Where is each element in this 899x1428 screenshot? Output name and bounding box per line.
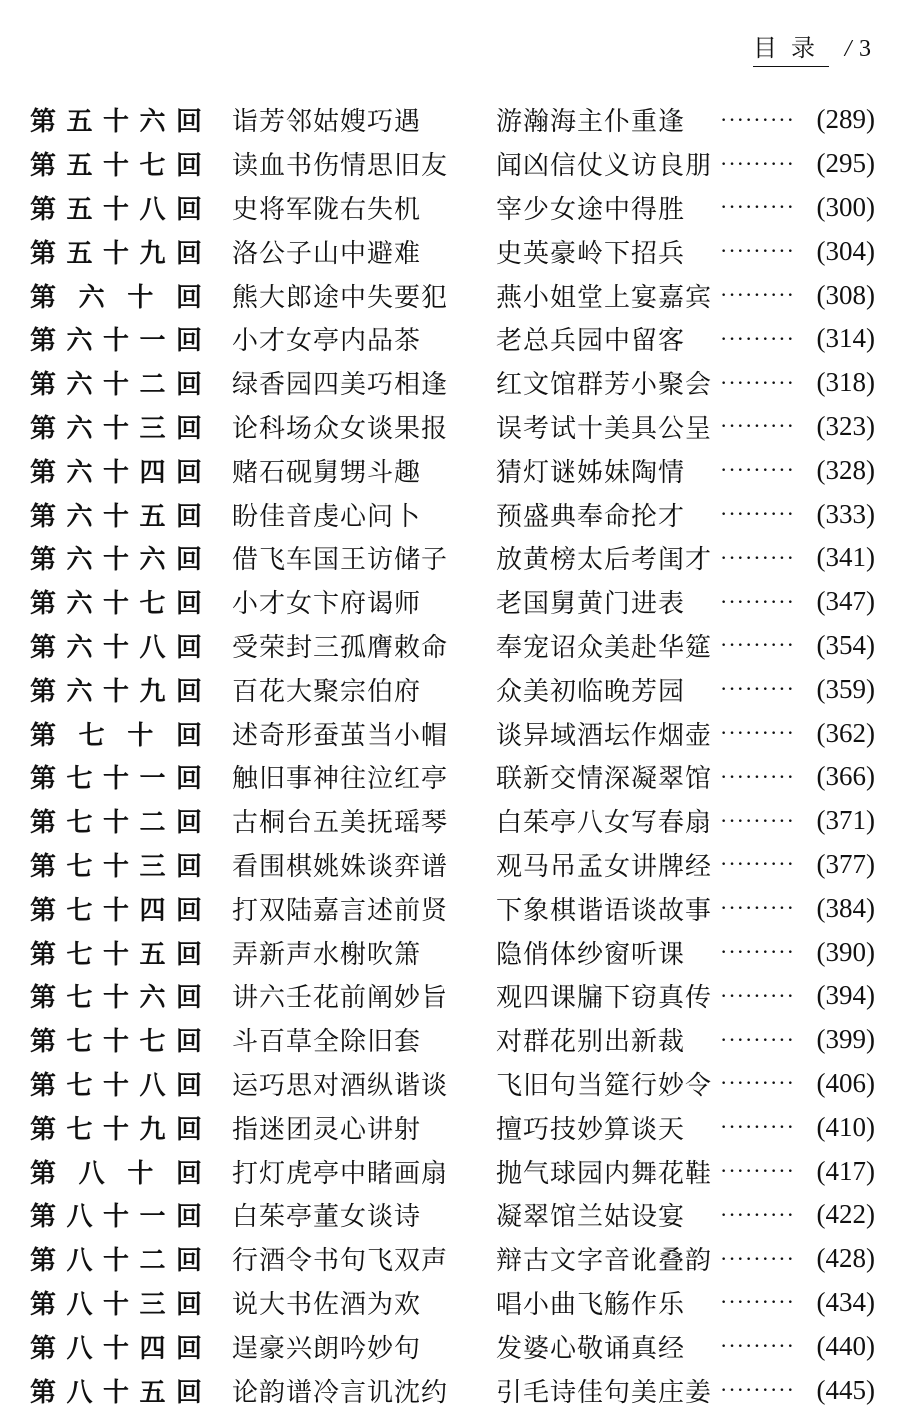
leader-dots: ········· <box>720 982 795 1008</box>
chapter-title-first-line: 诣芳邻姑嫂巧遇 <box>232 107 422 138</box>
leader-dots: ········· <box>720 1289 795 1315</box>
chapter-title-second-line: 众美初临晚芳园 <box>496 676 686 707</box>
page-number: (371) <box>816 805 875 836</box>
chapter-title-first-line: 受荣封三孤膺敕命 <box>232 632 449 663</box>
chapter-title-second-line: 唱小曲飞觞作乐 <box>496 1289 686 1320</box>
leader-dots: ········· <box>720 282 795 308</box>
page-number: (428) <box>816 1243 875 1274</box>
leader-dots: ········· <box>720 238 795 264</box>
leader-dots: ········· <box>720 544 795 570</box>
toc-entry <box>30 1062 875 1106</box>
chapter-title-second-line: 史英豪岭下招兵 <box>496 238 686 269</box>
leader-dots: ········· <box>720 194 795 220</box>
page-number: (399) <box>816 1024 875 1055</box>
chapter-title-second-line: 引毛诗佳句美庄姜 <box>496 1377 713 1408</box>
toc-entry <box>30 1368 875 1412</box>
chapter-title-second-line: 辩古文字音讹叠韵 <box>496 1246 713 1277</box>
chapter-number: 第 七 十 七 回 <box>30 1027 202 1058</box>
toc-entry <box>30 843 875 887</box>
page-number: (333) <box>816 498 875 529</box>
chapter-title-second-line: 下象棋谐语谈故事 <box>496 895 713 926</box>
chapter-title-second-line: 发婆心敬诵真经 <box>496 1333 686 1364</box>
chapter-title-first-line: 指迷团灵心讲射 <box>232 1114 422 1145</box>
toc-entry <box>30 536 875 580</box>
leader-dots: ········· <box>720 1201 795 1227</box>
chapter-title-second-line: 白茱亭八女写春扇 <box>496 808 713 839</box>
leader-dots: ········· <box>720 150 795 176</box>
chapter-title-second-line: 放黄榜太后考闺才 <box>496 545 713 576</box>
chapter-title-second-line: 观马吊孟女讲牌经 <box>496 851 713 882</box>
chapter-number: 第 七 十 九 回 <box>30 1114 202 1145</box>
chapter-number: 第 六 十 八 回 <box>30 632 202 663</box>
chapter-title-second-line: 奉宠诏众美赴华筵 <box>496 632 713 663</box>
chapter-number: 第 八 十 一 回 <box>30 1202 202 1233</box>
leader-dots: ········· <box>720 851 795 877</box>
page-number: (394) <box>816 980 875 1011</box>
page-number: (314) <box>816 323 875 354</box>
toc-entry <box>30 580 875 624</box>
toc-entry <box>30 667 875 711</box>
chapter-number: 第 六 十 六 回 <box>30 545 202 576</box>
chapter-title-second-line: 猜灯谜姊妹陶情 <box>496 457 686 488</box>
page-number: (328) <box>816 454 875 485</box>
chapter-title-second-line: 隐俏体纱窗听课 <box>496 939 686 970</box>
header-separator: / <box>844 36 852 62</box>
chapter-number: 第 八 十 回 <box>30 1158 202 1189</box>
chapter-number: 第 五 十 八 回 <box>30 194 202 225</box>
leader-dots: ········· <box>720 457 795 483</box>
leader-dots: ········· <box>720 720 795 746</box>
page-number: (390) <box>816 936 875 967</box>
chapter-title-first-line: 说大书佐酒为欢 <box>232 1289 422 1320</box>
leader-dots: ········· <box>720 1026 795 1052</box>
chapter-title-first-line: 讲六壬花前阐妙旨 <box>232 983 449 1014</box>
page-number: (295) <box>816 148 875 179</box>
leader-dots: ········· <box>720 1377 795 1402</box>
toc-entry <box>30 448 875 492</box>
chapter-title-second-line: 飞旧句当筵行妙令 <box>496 1070 713 1101</box>
chapter-title-second-line: 老总兵园中留客 <box>496 326 686 357</box>
chapter-title-first-line: 小才女卞府谒师 <box>232 589 422 620</box>
chapter-number: 第 七 十 五 回 <box>30 939 202 970</box>
chapter-title-first-line: 述奇形蚕茧当小帽 <box>232 720 449 751</box>
chapter-number: 第 七 十 二 回 <box>30 808 202 839</box>
toc-entry <box>30 886 875 930</box>
header-title: 目录 <box>753 28 829 67</box>
leader-dots: ········· <box>720 895 795 921</box>
page-number: (347) <box>816 586 875 617</box>
chapter-title-second-line: 游瀚海主仆重逢 <box>496 107 686 138</box>
chapter-title-first-line: 逞豪兴朗吟妙句 <box>232 1333 422 1364</box>
chapter-title-second-line: 闻凶信仗义访良朋 <box>496 151 713 182</box>
chapter-number: 第 六 十 七 回 <box>30 589 202 620</box>
toc-entry <box>30 930 875 974</box>
toc-entry <box>30 1149 875 1193</box>
leader-dots: ········· <box>720 413 795 439</box>
leader-dots: ········· <box>720 1333 795 1359</box>
chapter-number: 第 七 十 三 回 <box>30 851 202 882</box>
chapter-title-first-line: 百花大聚宗伯府 <box>232 676 422 707</box>
chapter-number: 第 七 十 四 回 <box>30 895 202 926</box>
chapter-title-second-line: 擅巧技妙算谈天 <box>496 1114 686 1145</box>
chapter-title-first-line: 赌石砚舅甥斗趣 <box>232 457 422 488</box>
chapter-title-second-line: 联新交情深凝翠馆 <box>496 764 713 795</box>
chapter-number: 第 六 十 四 回 <box>30 457 202 488</box>
page-number: (318) <box>816 367 875 398</box>
chapter-title-first-line: 行酒令书句飞双声 <box>232 1246 449 1277</box>
toc-entry <box>30 1105 875 1149</box>
page-number: (300) <box>816 191 875 222</box>
chapter-number: 第 八 十 二 回 <box>30 1246 202 1277</box>
chapter-title-first-line: 洛公子山中避难 <box>232 238 422 269</box>
leader-dots: ········· <box>720 807 795 833</box>
leader-dots: ········· <box>720 939 795 965</box>
chapter-number: 第 七 十 八 回 <box>30 1070 202 1101</box>
chapter-title-first-line: 触旧事神往泣红亭 <box>232 764 449 795</box>
toc-entry <box>30 142 875 186</box>
chapter-title-second-line: 谈异域酒坛作烟壶 <box>496 720 713 751</box>
toc-entry <box>30 405 875 449</box>
toc-entry <box>30 273 875 317</box>
toc-entry <box>30 1018 875 1062</box>
leader-dots: ········· <box>720 1070 795 1096</box>
leader-dots: ········· <box>720 325 795 351</box>
toc-entry <box>30 229 875 273</box>
chapter-number: 第 六 十 一 回 <box>30 326 202 357</box>
toc-entry <box>30 361 875 405</box>
page-number: (304) <box>816 235 875 266</box>
toc-entry <box>30 492 875 536</box>
page-number: (289) <box>816 104 875 135</box>
running-header <box>753 28 871 67</box>
toc-entry <box>30 186 875 230</box>
chapter-title-first-line: 古桐台五美抚瑶琴 <box>232 808 449 839</box>
chapter-title-first-line: 论韵谱冷言讥沈约 <box>232 1377 449 1408</box>
toc-entry <box>30 98 875 142</box>
chapter-title-first-line: 绿香园四美巧相逢 <box>232 370 449 401</box>
chapter-title-first-line: 运巧思对酒纵谐谈 <box>232 1070 449 1101</box>
page-number: (445) <box>816 1374 875 1405</box>
page-number: (362) <box>816 717 875 748</box>
leader-dots: ········· <box>720 763 795 789</box>
page-number: (406) <box>816 1067 875 1098</box>
chapter-number: 第 五 十 九 回 <box>30 238 202 269</box>
chapter-title-first-line: 小才女亭内品茶 <box>232 326 422 357</box>
chapter-title-second-line: 对群花别出新裁 <box>496 1027 686 1058</box>
leader-dots: ········· <box>720 369 795 395</box>
chapter-title-first-line: 读血书伤情思旧友 <box>232 151 449 182</box>
chapter-number: 第 五 十 七 回 <box>30 151 202 182</box>
chapter-title-second-line: 宰少女途中得胜 <box>496 194 686 225</box>
page-number: (354) <box>816 629 875 660</box>
toc-entry <box>30 1324 875 1368</box>
chapter-title-first-line: 白茱亭董女谈诗 <box>232 1202 422 1233</box>
chapter-title-first-line: 盼佳音虔心问卜 <box>232 501 422 532</box>
chapter-number: 第 七 十 回 <box>30 720 202 751</box>
page-number: (440) <box>816 1330 875 1361</box>
page-number: (417) <box>816 1155 875 1186</box>
chapter-number: 第 六 十 九 回 <box>30 676 202 707</box>
chapter-title-first-line: 史将军陇右失机 <box>232 194 422 225</box>
header-page-number: 3 <box>859 36 871 62</box>
page-number: (434) <box>816 1286 875 1317</box>
chapter-title-first-line: 斗百草全除旧套 <box>232 1027 422 1058</box>
leader-dots: ········· <box>720 1158 795 1184</box>
chapter-number: 第 七 十 一 回 <box>30 764 202 795</box>
table-of-contents <box>30 98 875 1412</box>
toc-entry <box>30 755 875 799</box>
page-number: (384) <box>816 892 875 923</box>
toc-entry <box>30 974 875 1018</box>
chapter-number: 第 六 十 五 回 <box>30 501 202 532</box>
chapter-title-second-line: 抛气球园内舞花鞋 <box>496 1158 713 1189</box>
page-number: (308) <box>816 279 875 310</box>
toc-entry <box>30 317 875 361</box>
page-number: (359) <box>816 673 875 704</box>
chapter-number: 第 六 十 三 回 <box>30 413 202 444</box>
chapter-title-second-line: 误考试十美具公呈 <box>496 413 713 444</box>
page-number: (410) <box>816 1111 875 1142</box>
chapter-number: 第 七 十 六 回 <box>30 983 202 1014</box>
chapter-title-first-line: 打双陆嘉言述前贤 <box>232 895 449 926</box>
leader-dots: ········· <box>720 106 795 132</box>
chapter-title-second-line: 预盛典奉命抡才 <box>496 501 686 532</box>
chapter-title-second-line: 凝翠馆兰姑设宴 <box>496 1202 686 1233</box>
chapter-title-first-line: 熊大郎途中失要犯 <box>232 282 449 313</box>
chapter-number: 第 八 十 三 回 <box>30 1289 202 1320</box>
leader-dots: ········· <box>720 676 795 702</box>
page-number: (341) <box>816 542 875 573</box>
chapter-number: 第 八 十 四 回 <box>30 1333 202 1364</box>
leader-dots: ········· <box>720 632 795 658</box>
toc-entry <box>30 1237 875 1281</box>
chapter-title-first-line: 借飞车国王访储子 <box>232 545 449 576</box>
page-number: (323) <box>816 410 875 441</box>
chapter-title-second-line: 老国舅黄门进表 <box>496 589 686 620</box>
chapter-title-second-line: 观四课牖下窃真传 <box>496 983 713 1014</box>
chapter-number: 第 六 十 二 回 <box>30 370 202 401</box>
leader-dots: ········· <box>720 1114 795 1140</box>
page-number: (422) <box>816 1199 875 1230</box>
page-number: (366) <box>816 761 875 792</box>
chapter-number: 第 五 十 六 回 <box>30 107 202 138</box>
chapter-title-second-line: 红文馆群芳小聚会 <box>496 370 713 401</box>
leader-dots: ········· <box>720 501 795 527</box>
toc-entry <box>30 711 875 755</box>
chapter-title-first-line: 打灯虎亭中睹画扇 <box>232 1158 449 1189</box>
chapter-title-first-line: 看围棋姚姝谈弈谱 <box>232 851 449 882</box>
page-number: (377) <box>816 848 875 879</box>
chapter-title-first-line: 弄新声水榭吹箫 <box>232 939 422 970</box>
chapter-number: 第 六 十 回 <box>30 282 202 313</box>
chapter-number: 第 八 十 五 回 <box>30 1377 202 1408</box>
leader-dots: ········· <box>720 1245 795 1271</box>
toc-entry <box>30 624 875 668</box>
chapter-title-second-line: 燕小姐堂上宴嘉宾 <box>496 282 713 313</box>
toc-entry <box>30 1281 875 1325</box>
leader-dots: ········· <box>720 588 795 614</box>
toc-entry <box>30 1193 875 1237</box>
chapter-title-first-line: 论科场众女谈果报 <box>232 413 449 444</box>
toc-entry <box>30 799 875 843</box>
